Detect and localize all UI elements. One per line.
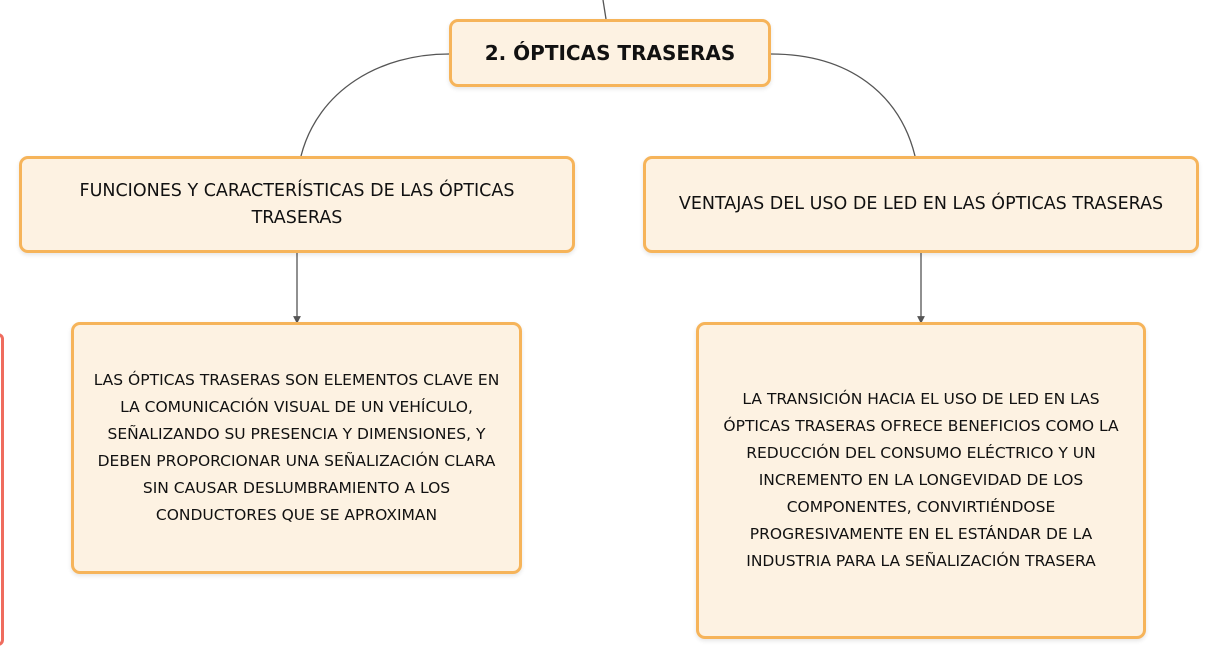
connector-root-to-left-topic [301,54,449,156]
topic-node-led-advantages-label: VENTAJAS DEL USO DE LED EN LAS ÓPTICAS TRASERAS [678,194,1164,214]
root-node[interactable] [449,19,771,87]
detail-node-functions[interactable] [71,322,522,574]
detail-node-functions-text: LAS ÓPTICAS TRASERAS SON ELEMENTOS CLAVE EN LA COMUNICACIÓN VISUAL DE UN VEHÍCULO, SEÑALIZANDO SU PRESENCIA Y DIMENSIONES, Y DEBEN PROPORCIONAR UNA SEÑALIZACIÓN CLARA SIN CAUSAR DESLUMBRAMIENTO A LOS CONDUCTORES QUE SE APROXIMAN [93,371,500,524]
root-node-label: 2. ÓPTICAS TRASERAS [484,41,736,65]
detail-node-led-advantages[interactable] [696,322,1146,639]
connector-parent-to-root [603,0,606,19]
topic-node-functions[interactable] [19,156,575,253]
connector-root-to-right-topic [771,54,915,156]
topic-node-functions-label: FUNCIONES Y CARACTERÍSTICAS DE LAS ÓPTICAS TRASERAS [79,180,515,228]
offscreen-node-edge [0,333,4,646]
detail-node-led-advantages-text: LA TRANSICIÓN HACIA EL USO DE LED EN LAS ÓPTICAS TRASERAS OFRECE BENEFICIOS COMO LA REDUCCIÓN DEL CONSUMO ELÉCTRICO Y UN INCREMENTO EN LA LONGEVIDAD DE LOS COMPONENTES, CONVIRTIÉNDOSE PROGRESIVAMENTE EN EL ESTÁNDAR DE LA INDUSTRIA PARA LA SEÑALIZACIÓN TRASERA [723,390,1119,570]
topic-node-led-advantages[interactable] [643,156,1199,253]
